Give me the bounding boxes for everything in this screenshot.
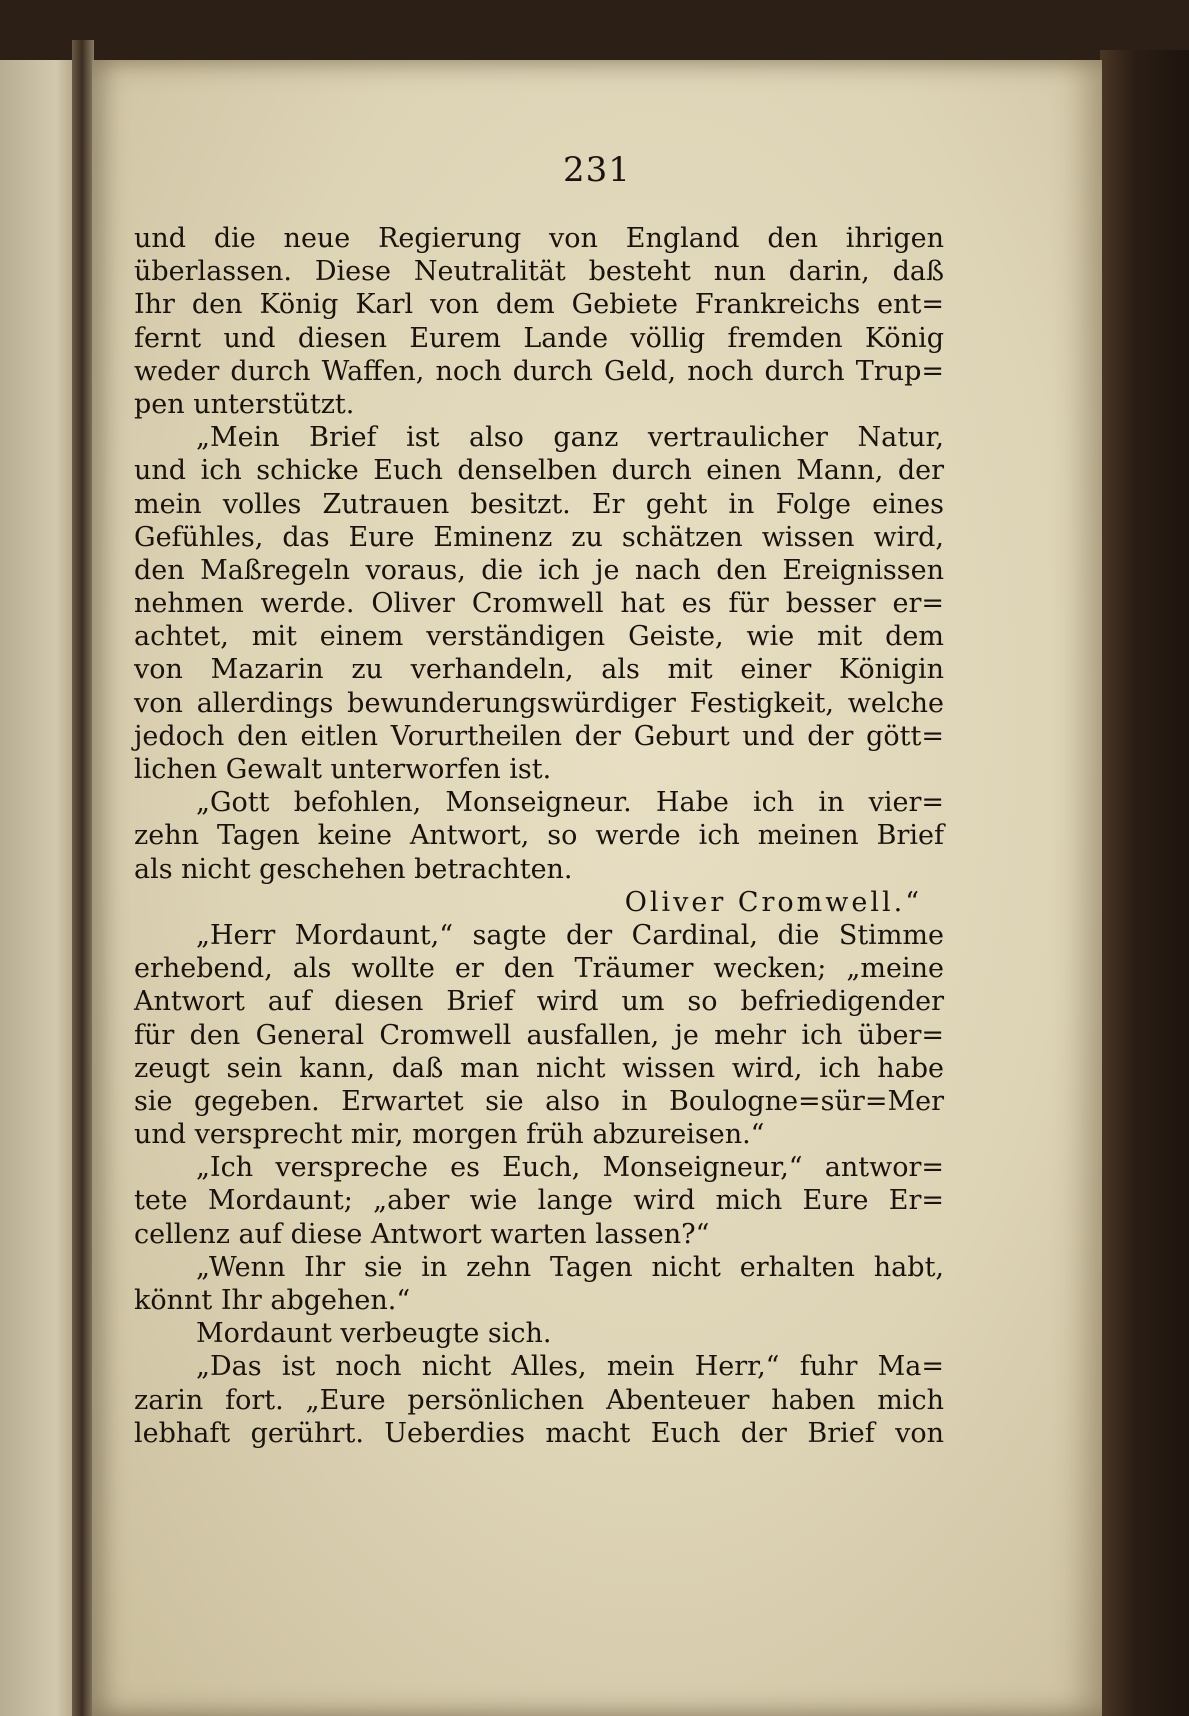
- text-line: und die neue Regierung von England den ihrigen: [134, 223, 944, 254]
- text-line: „Herr Mordaunt,“ sagte der Cardinal, die Stimme: [196, 919, 944, 951]
- text-line: zarin fort. „Eure persönlichen Abenteuer haben mich: [134, 1384, 944, 1416]
- text-line: Antwort auf diesen Brief wird um so befriedigender: [134, 986, 944, 1018]
- text-line: sie gegeben. Erwartet sie also in Boulogne=sür=Mer: [134, 1085, 944, 1117]
- text-line: pen unterstützt.: [134, 388, 355, 420]
- text-line: mein volles Zutrauen besitzt. Er geht in Folge eines: [134, 488, 944, 520]
- letter-signature: Oliver Cromwell.“: [624, 886, 922, 918]
- book-gutter: [72, 40, 94, 1716]
- book-cover-edge: [1100, 50, 1189, 1716]
- book-page: [92, 60, 1102, 1716]
- text-line: als nicht geschehen betrachten.: [134, 853, 573, 885]
- facing-page-edge: [0, 60, 80, 1716]
- text-line: lichen Gewalt unterworfen ist.: [134, 754, 552, 785]
- text-line: zeugt sein kann, daß man nicht wissen wird, ich habe: [134, 1052, 944, 1084]
- text-line: Gefühles, das Eure Eminenz zu schätzen wissen wird,: [134, 521, 944, 553]
- text-line: Mordaunt verbeugte sich.: [196, 1318, 552, 1350]
- text-line: nehmen werde. Oliver Cromwell hat es für besser er=: [134, 588, 944, 620]
- text-line: „Mein Brief ist also ganz vertraulicher Natur,: [196, 422, 944, 454]
- text-line: tete Mordaunt; „aber wie lange wird mich Eure Er=: [134, 1185, 944, 1217]
- text-line: erhebend, als wollte er den Träumer wecken; „meine: [134, 953, 944, 985]
- text-line: cellenz auf diese Antwort warten lassen?“: [134, 1218, 710, 1250]
- text-line: den Maßregeln voraus, die ich je nach den Ereignissen: [134, 554, 944, 586]
- text-line: „Gott befohlen, Monseigneur. Habe ich in vier=: [196, 787, 944, 819]
- text-line: „Wenn Ihr sie in zehn Tagen nicht erhalten habt,: [196, 1251, 944, 1283]
- text-line: jedoch den eitlen Vorurtheilen der Geburt und der gött=: [134, 720, 944, 752]
- page-number: 231: [563, 150, 631, 190]
- text-line: überlassen. Diese Neutralität besteht nun darin, daß: [134, 256, 944, 288]
- text-line: „Das ist noch nicht Alles, mein Herr,“ fuhr Ma=: [196, 1351, 944, 1383]
- text-line: zehn Tagen keine Antwort, so werde ich meinen Brief: [134, 820, 944, 852]
- text-line: und ich schicke Euch denselben durch einen Mann, der: [134, 455, 944, 487]
- text-line: von allerdings bewunderungswürdiger Festigkeit, welche: [134, 687, 944, 719]
- text-line: von Mazarin zu verhandeln, als mit einer Königin: [134, 654, 944, 686]
- text-line: fernt und diesen Eurem Lande völlig fremden König: [134, 322, 944, 354]
- text-line: weder durch Waffen, noch durch Geld, noch durch Trup=: [134, 355, 944, 387]
- text-line: für den General Cromwell ausfallen, je mehr ich über=: [134, 1019, 944, 1051]
- text-line: achtet, mit einem verständigen Geiste, wie mit dem: [134, 621, 944, 653]
- text-line: und versprecht mir, morgen früh abzureisen.“: [134, 1119, 765, 1151]
- page-text: [134, 222, 944, 1450]
- text-line: lebhaft gerührt. Ueberdies macht Euch der Brief von: [134, 1417, 944, 1449]
- text-line: „Ich verspreche es Euch, Monseigneur,“ antwor=: [196, 1152, 944, 1184]
- text-line: könnt Ihr abgehen.“: [134, 1285, 411, 1316]
- text-line: Ihr den König Karl von dem Gebiete Frankreichs ent=: [134, 289, 944, 321]
